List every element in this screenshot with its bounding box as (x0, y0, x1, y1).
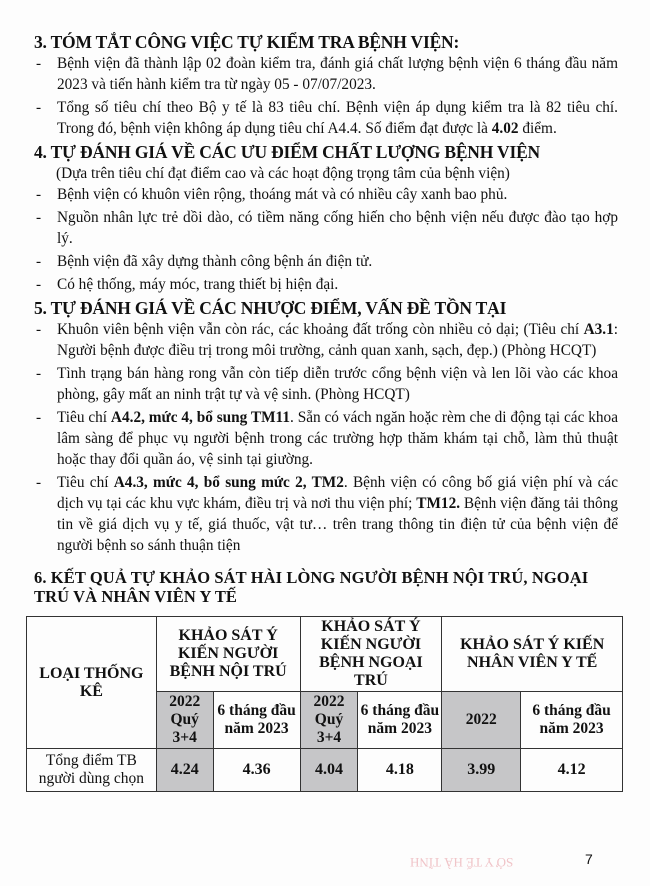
section-5-bullet (36, 472, 618, 556)
criterion-code: TM12. (416, 495, 461, 512)
score-value: 4.02 (491, 120, 519, 137)
section-4-note: (Dựa trên tiêu chí đạt điểm cao và các hoạt động trọng tâm của bệnh viện) (56, 165, 510, 182)
bullet-dash: - (36, 253, 42, 270)
bullet-dash: - (36, 321, 42, 338)
section-4-title: 4. TỰ ĐÁNH GIÁ VỀ CÁC ƯU ĐIỂM CHẤT LƯỢNG BỆNH VIỆN (34, 142, 540, 162)
value-cell: 4.24 (156, 749, 213, 792)
bullet-text-part: : Người bệnh được điều trị trong môi trường, cảnh quan xanh, sạch, đẹp.) (Phòng HCQT) (57, 321, 618, 359)
bullet-dash: - (36, 365, 42, 382)
section-3-title: 3. TÓM TẮT CÔNG VIỆC TỰ KIỂM TRA BỆNH VIỆN: (34, 32, 460, 52)
group-header-outpatient: KHẢO SÁT Ý KIẾN NGƯỜI BỆNH NGOẠI TRÚ (300, 617, 442, 692)
bullet-text-part: Bệnh viện đăng tải thông tin về giá dịch vụ y tế, giá thuốc, vật tư… trên trang thông tin điện tử của bệnh viện để người bệnh so sánh thuận tiện (57, 495, 618, 554)
table-header-row (27, 617, 623, 692)
section-3-bullet (36, 53, 618, 95)
section-5-bullet (36, 319, 618, 361)
section-3-bullet (36, 97, 618, 139)
group-header-staff: KHẢO SÁT Ý KIẾN NHÂN VIÊN Y TẾ (442, 617, 623, 692)
group-header-inpatient: KHẢO SÁT Ý KIẾN NGƯỜI BỆNH NỘI TRÚ (156, 617, 300, 692)
bullet-text: Bệnh viện đã thành lập 02 đoàn kiểm tra, đánh giá chất lượng bệnh viện 6 tháng đầu năm 2023 và tiến hành kiểm tra từ ngày 05 - 07/07/2023. (57, 55, 618, 93)
bullet-text: Có hệ thống, máy móc, trang thiết bị hiện đại. (57, 276, 339, 293)
bullet-text (57, 407, 618, 470)
section-4-bullet (36, 274, 618, 295)
bullet-text-part: Khuôn viên bệnh viện vẫn còn rác, các khoảng đất trống còn nhiều cỏ dại; (Tiêu chí (57, 321, 584, 338)
criterion-code: A4.2, mức 4, bổ sung TM11 (110, 409, 291, 426)
bullet-text-part: . Bệnh viện có công bố giá viện phí và các dịch vụ tại các khu vực khám, điều trị và nơi thu viện phí; (57, 474, 618, 512)
survey-results-table (26, 616, 623, 792)
subheader-cell: 6 tháng đầu năm 2023 (213, 692, 300, 749)
subheader-cell: 6 tháng đầu năm 2023 (358, 692, 442, 749)
section-4-bullet (36, 184, 618, 205)
bullet-dash: - (36, 99, 42, 116)
bullet-text: Bệnh viện đã xây dựng thành công bệnh án điện tử. (57, 253, 373, 270)
bullet-text: Nguồn nhân lực trẻ dồi dào, có tiềm năng cống hiến cho bệnh viện nếu được đào tạo hợp lý. (57, 209, 618, 247)
bullet-dash: - (36, 186, 42, 203)
criterion-code: A4.3, mức 4, bổ sung mức 2, TM2 (113, 474, 344, 491)
bullet-dash: - (36, 276, 42, 293)
criterion-code: A3.1 (583, 321, 614, 338)
bullet-dash: - (36, 409, 42, 426)
subheader-cell: 6 tháng đầu năm 2023 (521, 692, 623, 749)
bullet-text (57, 472, 618, 556)
section-4-bullet (36, 251, 618, 272)
bullet-text-part: Tiêu chí (57, 474, 114, 491)
document-body (34, 31, 618, 792)
subheader-cell: 2022 Quý 3+4 (156, 692, 213, 749)
page-footer (0, 850, 650, 870)
bullet-text: Tình trạng bán hàng rong vẫn còn tiếp diễn trước cổng bệnh viện và len lõi vào các khoa phòng, gây mất an ninh trật tự và vệ sinh. (Phòng HCQT) (57, 365, 618, 403)
faded-stamp-text: SỞ Y TẾ HÀ TĨNH (410, 855, 514, 870)
score-suffix: điểm. (518, 120, 557, 137)
table-row (27, 749, 623, 792)
page-number: 7 (585, 851, 593, 867)
value-cell: 4.36 (213, 749, 300, 792)
bullet-dash: - (36, 474, 42, 491)
table-corner-header: LOẠI THỐNG KÊ (27, 617, 157, 749)
section-4-bullet (36, 207, 618, 249)
section-5-title: 5. TỰ ĐÁNH GIÁ VỀ CÁC NHƯỢC ĐIỂM, VẤN ĐỀ TỒN TẠI (34, 298, 507, 318)
value-cell: 4.04 (300, 749, 358, 792)
section-6-title: 6. KẾT QUẢ TỰ KHẢO SÁT HÀI LÒNG NGƯỜI BỆNH NỘI TRÚ, NGOẠI TRÚ VÀ NHÂN VIÊN Y TẾ (34, 568, 589, 606)
bullet-text-part: Tổng số tiêu chí theo Bộ y tế là 83 tiêu chí. Bệnh viện áp dụng kiểm tra là 82 tiêu chí. Trong đó, bệnh viện không áp dụng tiêu chí A4.4. Số điểm đạt được là (57, 99, 618, 137)
bullet-text: Bệnh viện có khuôn viên rộng, thoáng mát và có nhiều cây xanh bao phủ. (57, 186, 508, 203)
bullet-text (57, 319, 618, 361)
value-cell: 4.12 (521, 749, 623, 792)
bullet-dash: - (36, 209, 42, 226)
bullet-text-part: . Sẵn có vách ngăn hoặc rèm che di động tại các khoa lâm sàng để phục vụ người bệnh trong các trường hợp thăm khám tại chỗ, làm thủ thuật hoặc thay đổi quần áo, vệ sinh tại giường. (57, 409, 618, 468)
section-5-bullet (36, 407, 618, 470)
section-5-bullet (36, 363, 618, 405)
bullet-text (57, 97, 618, 139)
bullet-dash: - (36, 55, 42, 72)
value-cell: 4.18 (358, 749, 442, 792)
subheader-cell: 2022 Quý 3+4 (300, 692, 358, 749)
bullet-text-part: Tiêu chí (57, 409, 111, 426)
row-label: Tổng điểm TB người dùng chọn (27, 749, 157, 792)
subheader-cell: 2022 (442, 692, 521, 749)
value-cell: 3.99 (442, 749, 521, 792)
